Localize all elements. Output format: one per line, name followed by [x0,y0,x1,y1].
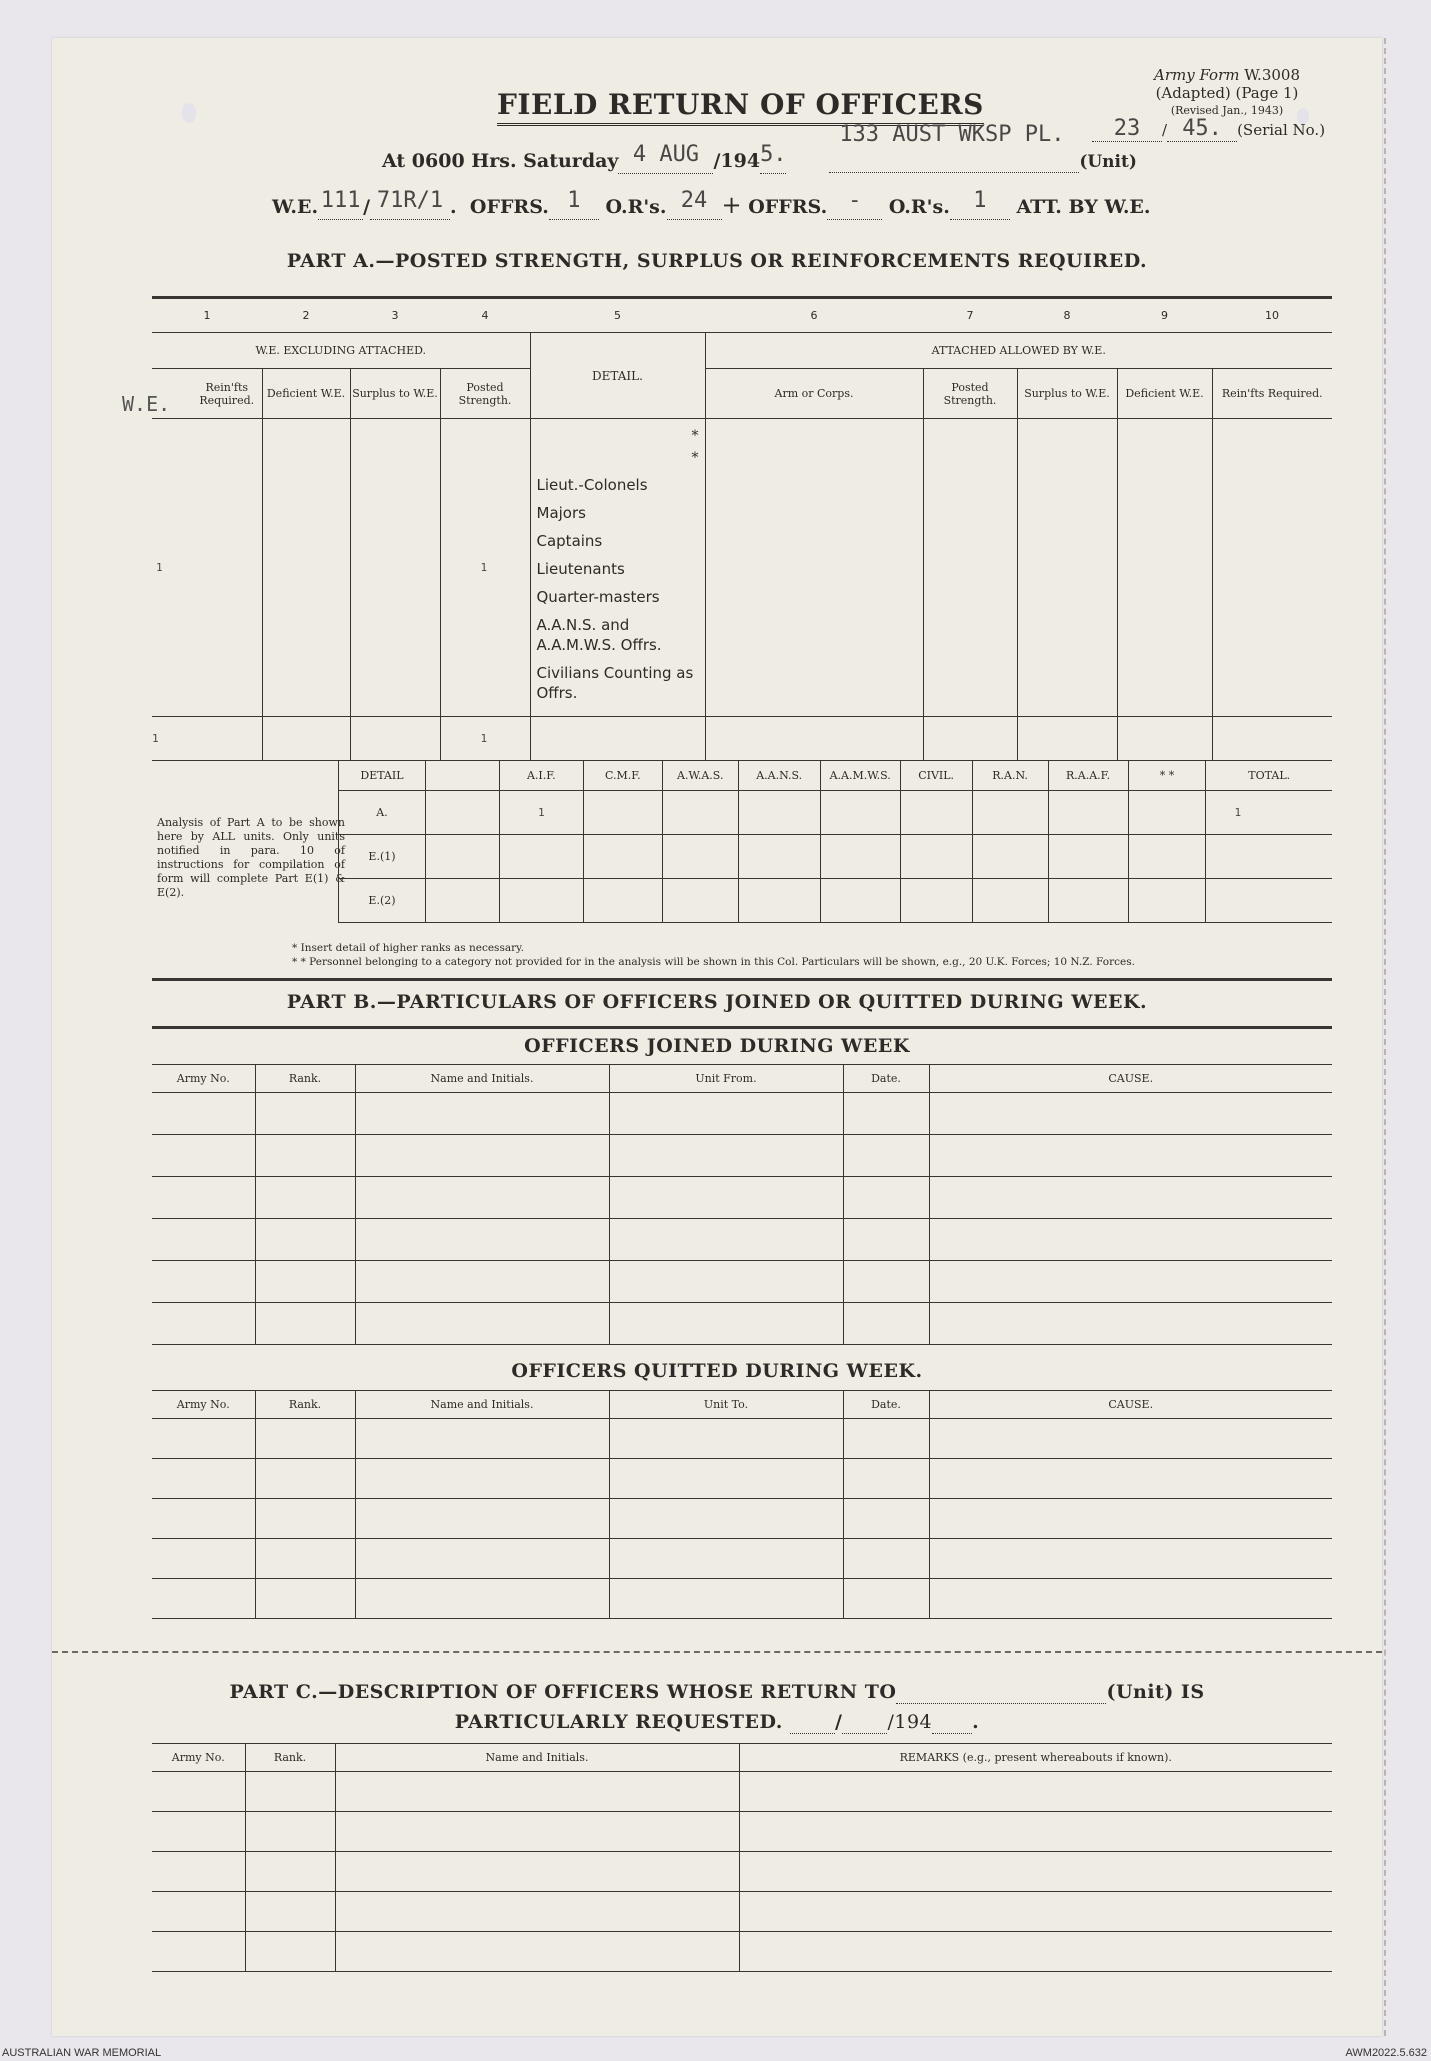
rank-lieut-colonels: Lieut.-Colonels [536,476,648,494]
column-header: Army No. [152,1391,255,1419]
total-posted[interactable]: 1 [440,717,530,761]
table-cell[interactable] [355,1177,609,1219]
table-row [152,1499,1332,1539]
analysis-cell[interactable] [583,835,662,879]
form-reference [1154,66,1300,120]
analysis-cell[interactable] [1128,835,1206,879]
unit-label: (Unit) [1079,152,1137,172]
table-row [152,1135,1332,1177]
year-suffix[interactable]: 5. [760,142,787,167]
analysis-header: TOTAL. [1206,761,1332,791]
analysis-cell[interactable] [972,879,1048,923]
serial-label: (Serial No.) [1237,121,1326,139]
table-cell[interactable] [739,1852,1332,1892]
table-cell[interactable] [335,1772,739,1812]
analysis-row [339,791,1333,835]
table-header-row [152,1391,1332,1419]
table-cell[interactable] [152,1219,255,1261]
table-cell[interactable] [152,1579,255,1619]
table-cell[interactable] [152,1177,255,1219]
table-cell[interactable] [843,1579,929,1619]
analysis-row [339,835,1333,879]
column-header: CAUSE. [929,1391,1332,1419]
col-num: 6 [705,299,923,333]
part-c-table [152,1743,1332,1972]
column-header: Rank. [245,1744,335,1772]
table-cell[interactable] [739,1772,1332,1812]
analysis-cell[interactable] [425,835,499,879]
we-stamp: W.E. [122,392,171,416]
analysis-cell[interactable] [738,835,820,879]
table-cell[interactable] [355,1419,609,1459]
offrs-label: OFFRS. [469,196,549,218]
table-row [152,1459,1332,1499]
table-cell[interactable] [609,1539,843,1579]
analysis-cell[interactable] [425,879,499,923]
table-cell[interactable] [152,1932,245,1972]
table-cell[interactable] [929,1539,1332,1579]
analysis-table [338,760,1332,923]
table-cell[interactable] [255,1303,355,1345]
table-cell[interactable] [609,1135,843,1177]
unit-value[interactable]: 133 AUST WKSP PL. [839,122,1065,147]
cell-posted-att[interactable] [923,419,1017,717]
serial-part1[interactable]: 23 [1092,116,1162,142]
table-cell[interactable] [255,1539,355,1579]
analysis-cell[interactable] [1206,835,1332,879]
date-separator: / [835,1711,843,1733]
analysis-cell[interactable] [583,879,662,923]
header-posted-att: Posted Strength. [923,369,1017,419]
table-cell[interactable] [609,1499,843,1539]
tear-line [52,1651,1382,1653]
part-c-day-field[interactable] [790,1711,835,1734]
joined-heading: OFFICERS JOINED DURING WEEK [524,1035,910,1057]
rank-detail-list [530,419,705,717]
table-row [152,1219,1332,1261]
table-cell[interactable] [245,1852,335,1892]
analysis-cell[interactable] [662,791,738,835]
part-c-year-field[interactable] [932,1711,972,1734]
table-cell[interactable] [929,1261,1332,1303]
part-c-requested: PARTICULARLY REQUESTED. [454,1711,783,1733]
cell-posted[interactable]: 1 [440,419,530,717]
header-posted: Posted Strength. [440,369,530,419]
column-header: Army No. [152,1744,245,1772]
rank-quartermasters: Quarter-masters [536,588,660,606]
analysis-cell[interactable] [1206,879,1332,923]
table-cell[interactable] [843,1539,929,1579]
table-cell[interactable] [335,1932,739,1972]
quitted-table [152,1390,1332,1619]
analysis-row-label: A. [339,791,426,835]
analysis-cell[interactable] [972,835,1048,879]
plus-sign: + [721,191,742,219]
we-label: W.E. [272,196,319,218]
table-cell[interactable] [609,1303,843,1345]
column-header: CAUSE. [929,1065,1332,1093]
att-label: ATT. BY W.E. [1016,196,1151,218]
analysis-cell[interactable] [1128,879,1206,923]
detail-header: DETAIL. [530,333,705,419]
header-surplus-att: Surplus to W.E. [1017,369,1117,419]
table-cell[interactable] [355,1539,609,1579]
part-c-heading-a: PART C.—DESCRIPTION OF OFFICERS WHOSE RETURN TO [229,1681,897,1703]
table-cell[interactable] [739,1932,1332,1972]
table-row [152,1579,1332,1619]
table-cell[interactable] [355,1499,609,1539]
analysis-header: * * [1128,761,1206,791]
form-ref-code: W.3008 [1244,66,1300,84]
table-cell[interactable] [739,1812,1332,1852]
col-num: 10 [1212,299,1332,333]
part-c-heading [112,1681,1322,1704]
column-header: Name and Initials. [335,1744,739,1772]
total-surplus[interactable] [350,717,440,761]
column-header: Date. [843,1391,929,1419]
analysis-cell[interactable] [738,791,820,835]
table-cell[interactable] [843,1499,929,1539]
table-cell[interactable] [255,1579,355,1619]
divider [152,978,1332,981]
part-c-month-field[interactable] [842,1711,887,1734]
total-deficient[interactable] [262,717,350,761]
table-row [152,1177,1332,1219]
form-ref-adapted: (Adapted) (Page 1) [1155,84,1299,102]
table-cell[interactable] [843,1419,929,1459]
table-cell[interactable] [843,1177,929,1219]
table-cell[interactable] [152,1093,255,1135]
analysis-cell[interactable] [900,879,972,923]
analysis-header [425,761,499,791]
column-header: Rank. [255,1065,355,1093]
analysis-row-label: E.(2) [339,879,426,923]
table-cell[interactable] [255,1419,355,1459]
table-row [152,1093,1332,1135]
rank-majors: Majors [536,504,586,522]
group-attached: ATTACHED ALLOWED BY W.E. [705,333,1332,369]
footnote-other-personnel: * * Personnel belonging to a category not provided for in the analysis will be shown in this Col. Particulars will be shown, e.g., 20 U.K. Forces; 10 N.Z. Forces. [292,956,1135,968]
column-header: Date. [843,1065,929,1093]
analysis-row-label: E.(1) [339,835,426,879]
analysis-cell[interactable] [820,835,900,879]
column-header: REMARKS (e.g., present whereabouts if known). [739,1744,1332,1772]
table-cell[interactable] [609,1093,843,1135]
analysis-cell[interactable]: 1 [1206,791,1332,835]
table-cell[interactable] [609,1579,843,1619]
footer-credit: AUSTRALIAN WAR MEMORIAL [2,2047,162,2059]
table-cell[interactable] [152,1303,255,1345]
analysis-cell[interactable] [972,791,1048,835]
part-a-heading: PART A.—POSTED STRENGTH, SURPLUS OR REINFORCEMENTS REQUIRED. [286,250,1148,272]
cell-deficient-att[interactable] [1117,419,1212,717]
header-arm-corps: Arm or Corps. [705,369,923,419]
footnotes [252,941,1135,969]
total-reinfts[interactable]: 1 [152,717,262,761]
table-row [152,1932,1332,1972]
table-cell[interactable] [152,1459,255,1499]
analysis-header: A.A.N.S. [738,761,820,791]
header-deficient-att: Deficient W.E. [1117,369,1212,419]
col-num: 3 [350,299,440,333]
analysis-cell[interactable] [900,835,972,879]
table-cell[interactable] [245,1892,335,1932]
analysis-cell[interactable] [425,791,499,835]
analysis-cell[interactable] [499,835,583,879]
table-cell[interactable] [843,1135,929,1177]
table-cell[interactable] [152,1892,245,1932]
table-cell[interactable] [929,1499,1332,1539]
table-cell[interactable] [609,1419,843,1459]
table-cell[interactable] [355,1261,609,1303]
analysis-cell[interactable] [820,791,900,835]
punch-hole [182,103,196,123]
header-deficient: Deficient W.E. [262,369,350,419]
col-num: 7 [923,299,1017,333]
offrs-value[interactable]: 1 [567,188,581,213]
group-we-excluding: W.E. EXCLUDING ATTACHED. [152,333,530,369]
part-c-subheading: PARTICULARLY REQUESTED. / /194 . [454,1711,980,1733]
table-cell[interactable] [255,1135,355,1177]
table-cell[interactable] [929,1579,1332,1619]
cell-arm-corps[interactable] [705,419,923,717]
cell-surplus-att[interactable] [1017,419,1117,717]
table-cell[interactable] [843,1219,929,1261]
analysis-cell[interactable] [583,791,662,835]
footnote-higher-ranks: * Insert detail of higher ranks as necessary. [292,942,524,954]
part-c-year-prefix: /194 [887,1711,933,1733]
totals-row [152,717,1332,761]
table-cell[interactable] [929,1419,1332,1459]
table-row [152,1303,1332,1345]
rank-lieutenants: Lieutenants [536,560,625,578]
cell-deficient[interactable] [262,419,350,717]
cell-reinfts[interactable]: 1 [152,419,262,717]
table-row [152,1539,1332,1579]
form-title: FIELD RETURN OF OFFICERS [497,88,984,126]
table-cell[interactable] [255,1177,355,1219]
analysis-header: R.A.N. [972,761,1048,791]
col-num: 1 [152,299,262,333]
form-ref-label: Army Form [1153,66,1240,84]
att-offrs-label: OFFRS. [748,196,828,218]
we-part2[interactable]: 71R/1 [376,188,444,213]
column-header: Name and Initials. [355,1065,609,1093]
rank-aans-aamws: A.A.N.S. and A.A.M.W.S. Offrs. [536,616,662,654]
table-cell[interactable] [843,1093,929,1135]
column-header: Unit To. [609,1391,843,1419]
col-num: 9 [1117,299,1212,333]
table-cell[interactable] [843,1459,929,1499]
we-part1[interactable]: 111 [320,188,361,213]
analysis-cell[interactable] [499,879,583,923]
table-header-row [152,1744,1332,1772]
table-cell[interactable] [335,1812,739,1852]
col-num: 2 [262,299,350,333]
analysis-header: A.W.A.S. [662,761,738,791]
header-reinfts: W.E. Rein'fts Required. [152,369,262,419]
analysis-header: A.I.F. [499,761,583,791]
column-header: Rank. [255,1391,355,1419]
table-cell[interactable] [245,1812,335,1852]
table-row [152,1892,1332,1932]
year-prefix: /194 [713,150,761,172]
table-cell[interactable] [609,1177,843,1219]
analysis-row [339,879,1333,923]
analysis-cell[interactable] [1048,879,1128,923]
cell-surplus[interactable] [350,419,440,717]
asterisk: * [691,450,699,466]
table-cell[interactable] [245,1932,335,1972]
att-ors-value[interactable]: 1 [973,188,987,213]
rank-civilians: Civilians Counting as Offrs. [536,664,694,702]
header-reinfts-att: Rein'fts Required. [1212,369,1332,419]
table-cell[interactable] [255,1459,355,1499]
table-cell[interactable] [255,1219,355,1261]
joined-table [152,1064,1332,1345]
divider [152,1026,1332,1029]
analysis-cell[interactable] [1048,835,1128,879]
column-header: Name and Initials. [355,1391,609,1419]
table-cell[interactable] [255,1093,355,1135]
att-offrs-value[interactable]: - [848,188,862,213]
serial-part2[interactable]: 45. [1167,116,1237,142]
total-posted-att[interactable] [923,717,1017,761]
total-deficient-att[interactable] [1117,717,1212,761]
table-cell[interactable] [355,1219,609,1261]
table-cell[interactable] [739,1892,1332,1932]
part-b-heading: PART B.—PARTICULARS OF OFFICERS JOINED OR QUITTED DURING WEEK. [286,991,1148,1013]
date-day-month[interactable]: 4 AUG [632,142,700,167]
table-cell[interactable] [609,1459,843,1499]
col-num: 4 [440,299,530,333]
table-cell[interactable] [843,1261,929,1303]
total-reinfts-att[interactable] [1212,717,1332,761]
analysis-cell[interactable] [662,835,738,879]
table-cell[interactable] [255,1499,355,1539]
table-row [152,1419,1332,1459]
table-cell[interactable] [355,1459,609,1499]
table-cell[interactable] [355,1135,609,1177]
we-line: W.E. 111 / 71R/1 . OFFRS. 1 O.R's. 24 + OFFRS. - O.R's. 1 ATT. BY W.E. [272,188,1151,219]
total-detail [530,717,705,761]
analysis-header: DETAIL [339,761,426,791]
form-ref-revised: (Revised Jan., 1943) [1170,104,1284,117]
table-cell[interactable] [929,1459,1332,1499]
analysis-cell[interactable] [820,879,900,923]
table-cell[interactable] [152,1539,255,1579]
total-arm-corps[interactable] [705,717,923,761]
ors-label: O.R's. [605,196,667,218]
table-row [152,1852,1332,1892]
part-a-table [122,298,1332,761]
table-cell[interactable] [355,1093,609,1135]
form-page [52,38,1382,2036]
table-cell[interactable] [335,1852,739,1892]
table-cell[interactable] [929,1093,1332,1135]
table-cell[interactable] [152,1852,245,1892]
asterisk: * [691,428,699,444]
col-num: 5 [530,299,705,333]
column-header: Army No. [152,1065,255,1093]
analysis-cell[interactable] [900,791,972,835]
ors-value[interactable]: 24 [680,188,708,213]
part-c-heading-b: (Unit) IS [1106,1681,1205,1703]
analysis-header: CIVIL. [900,761,972,791]
analysis-header: R.A.A.F. [1048,761,1128,791]
footer-accession: AWM2022.5.632 [1345,2047,1427,2059]
table-cell[interactable] [355,1303,609,1345]
table-cell[interactable] [152,1812,245,1852]
table-cell[interactable] [152,1419,255,1459]
analysis-cell[interactable] [1128,791,1206,835]
table-cell[interactable] [245,1772,335,1812]
table-cell[interactable] [152,1135,255,1177]
analysis-cell[interactable]: 1 [499,791,583,835]
table-cell[interactable] [929,1177,1332,1219]
table-row [152,1261,1332,1303]
analysis-header: A.A.M.W.S. [820,761,900,791]
att-ors-label: O.R's. [888,196,950,218]
table-row [152,1772,1332,1812]
table-cell[interactable] [152,1261,255,1303]
column-number-row [152,299,1332,333]
analysis-cell[interactable] [738,879,820,923]
table-cell[interactable] [152,1772,245,1812]
table-cell[interactable] [609,1261,843,1303]
table-cell[interactable] [929,1303,1332,1345]
analysis-cell[interactable] [1048,791,1128,835]
table-cell[interactable] [335,1892,739,1932]
rank-captains: Captains [536,532,603,550]
analysis-header: C.M.F. [583,761,662,791]
table-cell[interactable] [355,1579,609,1619]
header-surplus: Surplus to W.E. [350,369,440,419]
table-row [152,1812,1332,1852]
table-cell[interactable] [255,1261,355,1303]
table-cell[interactable] [929,1135,1332,1177]
total-surplus-att[interactable] [1017,717,1117,761]
perforation-edge [1384,38,1388,2036]
col-num: 8 [1017,299,1117,333]
quitted-heading: OFFICERS QUITTED DURING WEEK. [511,1360,923,1382]
analysis-cell[interactable] [662,879,738,923]
serial-number: 23 / 45. (Serial No.) [1092,116,1325,142]
table-cell[interactable] [152,1499,255,1539]
table-cell[interactable] [929,1219,1332,1261]
column-header: Unit From. [609,1065,843,1093]
table-cell[interactable] [609,1219,843,1261]
date-prefix: At 0600 Hrs. Saturday [382,150,619,172]
table-cell[interactable] [843,1303,929,1345]
ranks-row [152,419,1332,717]
cell-reinfts-att[interactable] [1212,419,1332,717]
table-header-row [152,1065,1332,1093]
analysis-note: Analysis of Part A to be shown here by ALL units. Only units notified in para. 10 of instructions for compilation of form will complete Part E(1) & E(2). [157,816,345,899]
